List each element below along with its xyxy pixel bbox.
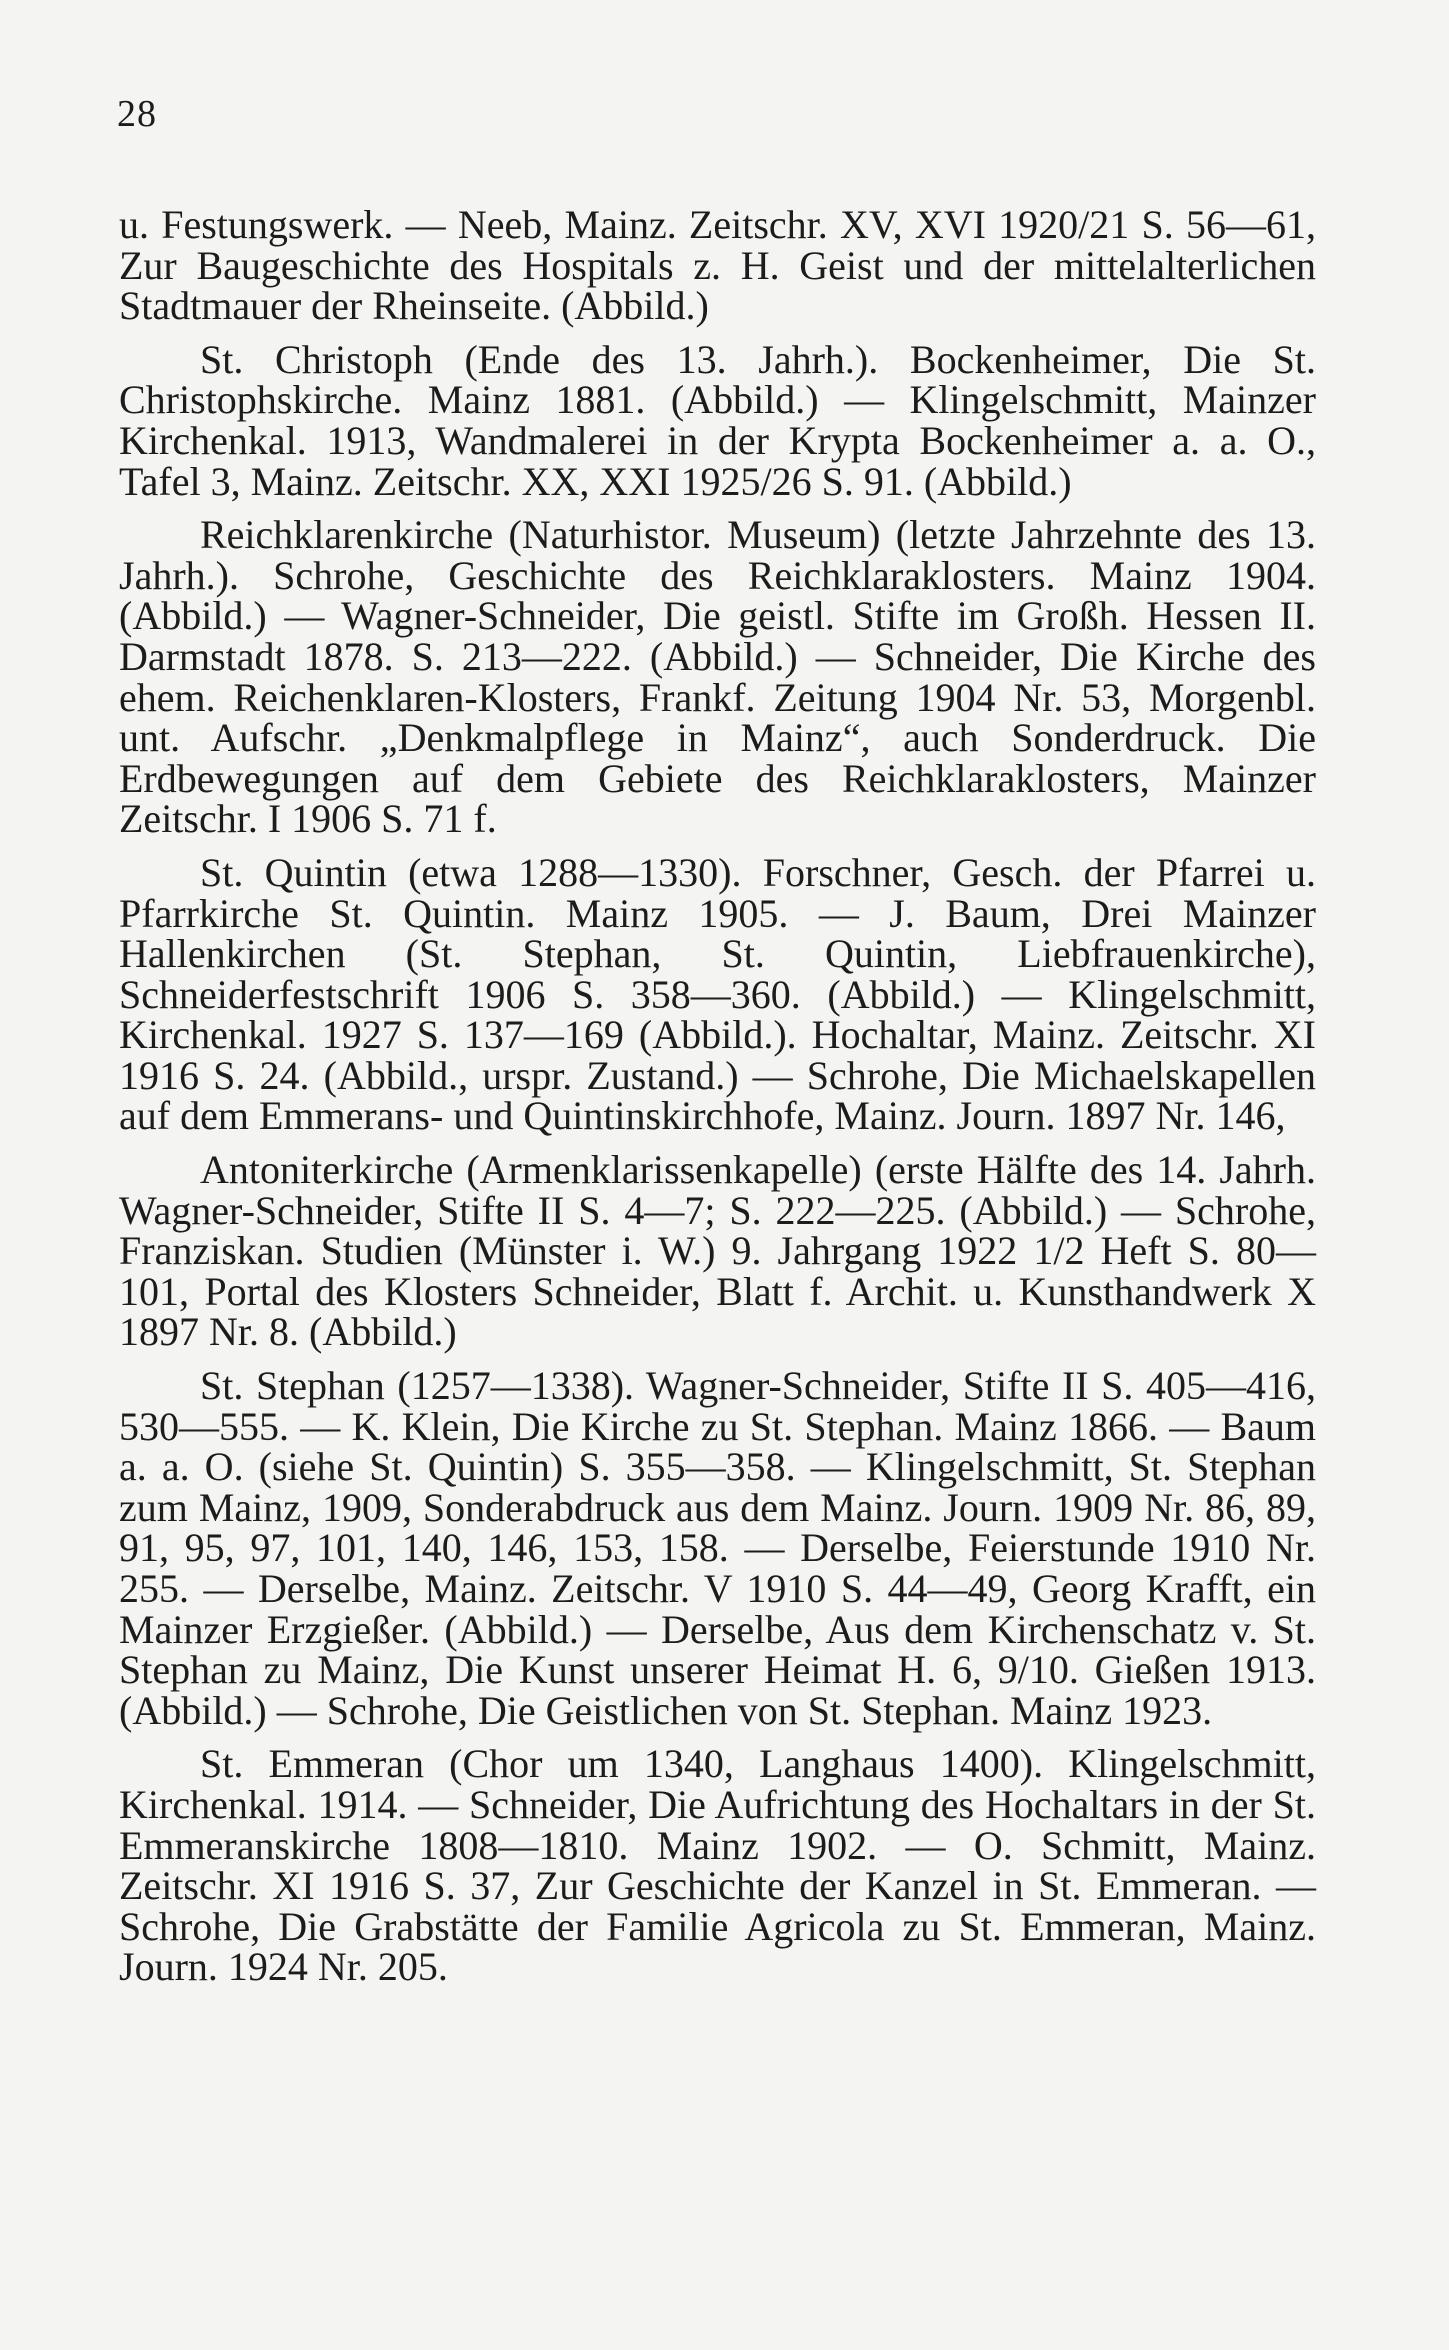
paragraph-reichklarenkirche: Reichklarenkirche (Naturhistor. Museum) (letzte Jahrzehnte des 13. Jahrh.). Schrohe, Geschichte des Reichklaraklosters. Mainz 1904. (Abbild.) — Wagner-Schneider, Die geistl. Stifte im Großh. Hessen II. Darmstadt 1878. S. 213—222. (Abbild.) — Schneider, Die Kirche des ehem. Reichenklaren-Klosters, Frankf. Zeitung 1904 Nr. 53, Morgenbl. unt. Aufschr. „Denkmalpflege in Mainz“, auch Sonderdruck. Die Erdbewegungen auf dem Gebiete des Reichklaraklosters, Mainzer Zeitschr. I 1906 S. 71 f. bbox=[119, 512, 1316, 842]
page-number: 28 bbox=[117, 93, 157, 135]
paragraph-st-stephan: St. Stephan (1257—1338). Wagner-Schneider, Stifte II S. 405—416, 530—555. — K. Klein, Die Kirche zu St. Stephan. Mainz 1866. — Baum a. a. O. (siehe St. Quintin) S. 355—358. — Klingelschmitt, St. Stephan zum Mainz, 1909, Sonderabdruck aus dem Mainz. Journ. 1909 Nr. 86, 89, 91, 95, 97, 101, 140, 146, 153, 158. — Derselbe, Feierstunde 1910 Nr. 255. — Derselbe, Mainz. Zeitschr. V 1910 S. 44—49, Georg Krafft, ein Mainzer Erzgießer. (Abbild.) — Derselbe, Aus dem Kirchenschatz v. St. Stephan zu Mainz, Die Kunst unserer Heimat H. 6, 9/10. Gießen 1913. (Abbild.) — Schrohe, Die Geistlichen von St. Stephan. Mainz 1923. bbox=[119, 1363, 1316, 1733]
paragraph-festungswerk: u. Festungswerk. — Neeb, Mainz. Zeitschr. XV, XVI 1920/21 S. 56—61, Zur Baugeschichte des Hospitals z. H. Geist und der mittelalterlichen Stadtmauer der Rheinseite. (Abbild.) bbox=[119, 202, 1316, 329]
paragraph-st-quintin: St. Quintin (etwa 1288—1330). Forschner, Gesch. der Pfarrei u. Pfarrkirche St. Quintin. Mainz 1905. — J. Baum, Drei Mainzer Hallenkirchen (St. Stephan, St. Quintin, Liebfrauenkirche), Schneiderfestschrift 1906 S. 358—360. (Abbild.) — Klingelschmitt, Kirchenkal. 1927 S. 137—169 (Abbild.). Hochaltar, Mainz. Zeitschr. XI 1916 S. 24. (Abbild., urspr. Zustand.) — Schrohe, Die Michaelskapellen auf dem Emmerans- und Quintinskirchhofe, Mainz. Journ. 1897 Nr. 146, bbox=[119, 849, 1316, 1139]
paragraph-st-emmeran: St. Emmeran (Chor um 1340, Langhaus 1400). Klingelschmitt, Kirchenkal. 1914. — Schneider, Die Aufrichtung des Hochaltars in der St. Emmeranskirche 1808—1810. Mainz 1902. — O. Schmitt, Mainz. Zeitschr. XI 1916 S. 37, Zur Geschichte der Kanzel in St. Emmeran. — Schrohe, Die Grabstätte der Familie Agricola zu St. Emmeran, Mainz. Journ. 1924 Nr. 205. bbox=[119, 1741, 1316, 1990]
bibliography-text bbox=[119, 202, 1316, 1990]
paragraph-st-christoph: St. Christoph (Ende des 13. Jahrh.). Bockenheimer, Die St. Christophskirche. Mainz 1881. (Abbild.) — Klingelschmitt, Mainzer Kirchenkal. 1913, Wandmalerei in der Krypta Bockenheimer a. a. O., Tafel 3, Mainz. Zeitschr. XX, XXI 1925/26 S. 91. (Abbild.) bbox=[119, 336, 1316, 504]
paragraph-antoniterkirche: Antoniterkirche (Armenklarissenkapelle) (erste Hälfte des 14. Jahrh. Wagner-Schneider, Stifte II S. 4—7; S. 222—225. (Abbild.) — Schrohe, Franziskan. Studien (Münster i. W.) 9. Jahrgang 1922 1/2 Heft S. 80—101, Portal des Klosters Schneider, Blatt f. Archit. u. Kunsthandwerk X 1897 Nr. 8. (Abbild.) bbox=[119, 1147, 1316, 1355]
